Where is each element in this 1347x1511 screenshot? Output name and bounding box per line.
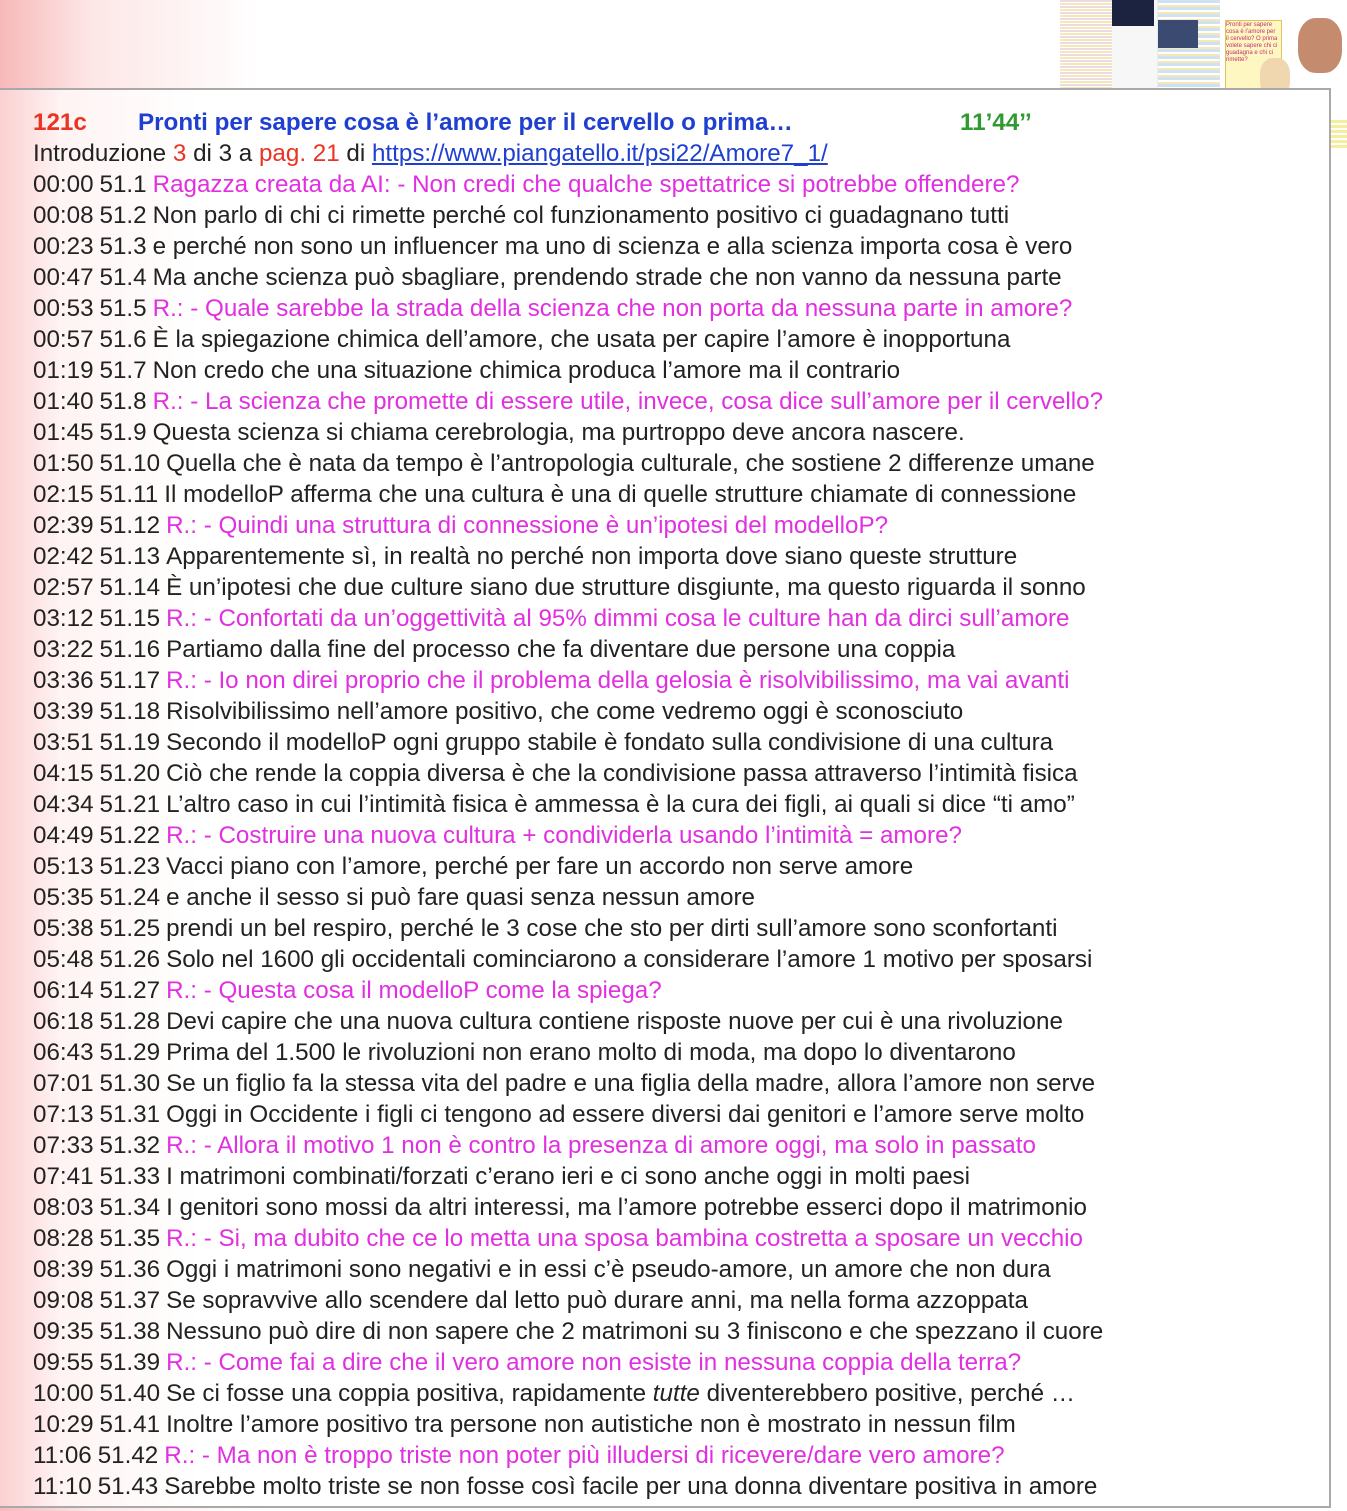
transcript xyxy=(33,107,1333,1502)
transcript-line xyxy=(33,1223,1333,1254)
transcript-line xyxy=(33,758,1333,789)
line-text: prendi un bel respiro, perché le 3 cose che sto per dirti sull’amore sono sconfortanti xyxy=(166,915,1058,942)
timestamp: 06:14 xyxy=(33,977,94,1004)
line-text: R.: - Allora il motivo 1 non è contro la presenza di amore oggi, ma solo in passato xyxy=(166,1132,1036,1159)
timestamp: 05:13 xyxy=(33,853,94,880)
timestamp: 05:38 xyxy=(33,915,94,942)
line-text: R.: - Ma non è troppo triste non poter più illudersi di ricevere/dare vero amore? xyxy=(164,1442,1005,1469)
transcript-line xyxy=(33,355,1333,386)
line-text: R.: - Quale sarebbe la strada della scienza che non porta da nessuna parte in amore? xyxy=(152,295,1073,322)
line-text: R.: - La scienza che promette di essere utile, invece, cosa dice sull’amore per il cervello? xyxy=(152,388,1104,415)
transcript-line xyxy=(33,1471,1333,1502)
transcript-line xyxy=(33,324,1333,355)
line-number: 51.39 xyxy=(99,1349,161,1376)
timestamp: 03:39 xyxy=(33,698,94,725)
thumbnail-face-man xyxy=(1298,18,1342,73)
transcript-line xyxy=(33,200,1333,231)
line-number: 51.36 xyxy=(99,1256,161,1283)
transcript-line xyxy=(33,1161,1333,1192)
line-number: 51.22 xyxy=(99,822,161,849)
line-text: Se sopravvive allo scendere dal letto può durare anni, ma nella forma azzoppata xyxy=(166,1287,1028,1314)
intro-line: Introduzione 3 di 3 a pag. 21 di https://www.piangatello.it/psi22/Amore7_1/ xyxy=(33,140,828,167)
timestamp: 02:39 xyxy=(33,512,94,539)
timestamp: 07:33 xyxy=(33,1132,94,1159)
timestamp: 00:47 xyxy=(33,264,94,291)
timestamp: 05:48 xyxy=(33,946,94,973)
line-text: Solo nel 1600 gli occidentali cominciarono a considerare l’amore 1 motivo per sposarsi xyxy=(166,946,1093,973)
emphasis: tutte xyxy=(652,1380,700,1407)
timestamp: 00:23 xyxy=(33,233,94,260)
timestamp: 10:00 xyxy=(33,1380,94,1407)
header xyxy=(33,107,1333,138)
transcript-line xyxy=(33,851,1333,882)
line-number: 51.26 xyxy=(99,946,161,973)
transcript-line xyxy=(33,789,1333,820)
transcript-line xyxy=(33,417,1333,448)
line-text: Inoltre l’amore positivo tra persone non autistiche non è mostrato in nessun film xyxy=(166,1411,1016,1438)
transcript-line xyxy=(33,1130,1333,1161)
line-text: I genitori sono mossi da altri interessi, ma l’amore potrebbe esserci dopo il matrimonio xyxy=(166,1194,1087,1221)
timestamp: 08:39 xyxy=(33,1256,94,1283)
line-text: Oggi i matrimoni sono negativi e in essi c’è pseudo-amore, un amore che non dura xyxy=(166,1256,1051,1283)
line-number: 51.16 xyxy=(99,636,161,663)
line-text: e anche il sesso si può fare quasi senza nessun amore xyxy=(166,884,755,911)
timestamp: 00:00 xyxy=(33,171,94,198)
timestamp: 11:06 xyxy=(33,1442,92,1469)
line-text: Ciò che rende la coppia diversa è che la condivisione passa attraverso l’intimità fisica xyxy=(166,760,1078,787)
line-number: 51.7 xyxy=(99,357,147,384)
line-text: Non parlo di chi ci rimette perché col funzionamento positivo ci guadagnano tutti xyxy=(152,202,1010,229)
timestamp: 03:36 xyxy=(33,667,94,694)
timestamp: 09:35 xyxy=(33,1318,94,1345)
line-number: 51.14 xyxy=(99,574,161,601)
line-number: 51.15 xyxy=(99,605,161,632)
transcript-line xyxy=(33,572,1333,603)
line-number: 51.28 xyxy=(99,1008,161,1035)
line-text: Nessuno può dire di non sapere che 2 matrimoni su 3 finiscono e che spezzano il cuore xyxy=(166,1318,1104,1345)
transcript-line xyxy=(33,1285,1333,1316)
transcript-line xyxy=(33,1192,1333,1223)
line-number: 51.37 xyxy=(99,1287,161,1314)
transcript-line xyxy=(33,448,1333,479)
line-number: 51.40 xyxy=(99,1380,161,1407)
line-text: Il modelloP afferma che una cultura è una di quelle strutture chiamate di connessione xyxy=(164,481,1077,508)
line-number: 51.34 xyxy=(99,1194,161,1221)
timestamp: 09:55 xyxy=(33,1349,94,1376)
line-text: Non credo che una situazione chimica produca l’amore ma il contrario xyxy=(152,357,901,384)
line-number: 51.30 xyxy=(99,1070,161,1097)
line-text: Quella che è nata da tempo è l’antropologia culturale, che sostiene 2 differenze umane xyxy=(166,450,1095,477)
source-link[interactable]: https://www.piangatello.it/psi22/Amore7_1/ xyxy=(371,140,828,167)
line-text: Prima del 1.500 le rivoluzioni non erano molto di moda, ma dopo lo diventarono xyxy=(166,1039,1016,1066)
line-text: R.: - Si, ma dubito che ce lo metta una sposa bambina costretta a sposare un vecchio xyxy=(166,1225,1083,1252)
transcript-line xyxy=(33,634,1333,665)
intro-page: pag. 21 xyxy=(258,140,340,167)
timestamp: 01:19 xyxy=(33,357,94,384)
timestamp: 09:08 xyxy=(33,1287,94,1314)
line-text: Se un figlio fa la stessa vita del padre e una figlia della madre, allora l’amore non serve xyxy=(166,1070,1096,1097)
transcript-line xyxy=(33,882,1333,913)
timestamp: 01:45 xyxy=(33,419,94,446)
transcript-line xyxy=(33,1347,1333,1378)
transcript-line xyxy=(33,975,1333,1006)
line-number: 51.17 xyxy=(99,667,161,694)
timestamp: 10:29 xyxy=(33,1411,94,1438)
transcript-line xyxy=(33,1254,1333,1285)
line-number: 51.18 xyxy=(99,698,161,725)
timestamp: 07:13 xyxy=(33,1101,94,1128)
transcript-line xyxy=(33,386,1333,417)
line-number: 51.6 xyxy=(99,326,147,353)
transcript-line xyxy=(33,293,1333,324)
timestamp: 03:51 xyxy=(33,729,94,756)
line-text: Devi capire che una nuova cultura contiene risposte nuove per cui è una rivoluzione xyxy=(166,1008,1063,1035)
line-number: 51.5 xyxy=(99,295,147,322)
timestamp: 01:40 xyxy=(33,388,94,415)
transcript-line xyxy=(33,1068,1333,1099)
line-text: Ma anche scienza può sbagliare, prendendo strade che non vanno da nessuna parte xyxy=(152,264,1062,291)
transcript-line xyxy=(33,1099,1333,1130)
episode-title: Pronti per sapere cosa è l’amore per il cervello o prima… xyxy=(138,109,793,136)
transcript-line xyxy=(33,1037,1333,1068)
line-number: 51.13 xyxy=(99,543,161,570)
line-number: 51.2 xyxy=(99,202,147,229)
line-number: 51.8 xyxy=(99,388,147,415)
line-number: 51.3 xyxy=(99,233,147,260)
line-number: 51.9 xyxy=(99,419,147,446)
transcript-line xyxy=(33,665,1333,696)
line-text: Secondo il modelloP ogni gruppo stabile è fondato sulla condivisione di una cultura xyxy=(166,729,1054,756)
line-number: 51.38 xyxy=(99,1318,161,1345)
line-number: 51.33 xyxy=(99,1163,161,1190)
timestamp: 01:50 xyxy=(33,450,94,477)
line-text: I matrimoni combinati/forzati c’erano ieri e ci sono anche oggi in molti paesi xyxy=(166,1163,971,1190)
line-text: Vacci piano con l’amore, perché per fare un accordo non serve amore xyxy=(166,853,914,880)
line-text: Apparentemente sì, in realtà no perché non importa dove siano queste strutture xyxy=(166,543,1018,570)
transcript-line xyxy=(33,1440,1333,1471)
line-text: R.: - Costruire una nuova cultura + condividerla usando l’intimità = amore? xyxy=(166,822,962,849)
line-text: È un’ipotesi che due culture siano due strutture disgiunte, ma questo riguarda il sonno xyxy=(166,574,1086,601)
line-text: L’altro caso in cui l’intimità fisica è ammessa è la cura dei figli, ai quali si dice “ti amo” xyxy=(166,791,1075,818)
transcript-line xyxy=(33,262,1333,293)
line-text: R.: - Io non direi proprio che il problema della gelosia è risolvibilissimo, ma vai avanti xyxy=(166,667,1070,694)
line-number: 51.43 xyxy=(97,1473,159,1500)
line-text: Questa scienza si chiama cerebrologia, ma purtroppo deve ancora nascere. xyxy=(152,419,965,446)
timestamp: 03:22 xyxy=(33,636,94,663)
line-number: 51.24 xyxy=(99,884,161,911)
transcript-line xyxy=(33,944,1333,975)
transcript-line xyxy=(33,169,1333,200)
line-text: R.: - Come fai a dire che il vero amore non esiste in nessuna coppia della terra? xyxy=(166,1349,1022,1376)
line-text: Oggi in Occidente i figli ci tengono ad essere diversi dai genitori e l’amore serve molto xyxy=(166,1101,1085,1128)
line-number: 51.12 xyxy=(99,512,161,539)
timestamp: 06:43 xyxy=(33,1039,94,1066)
timestamp: 08:03 xyxy=(33,1194,94,1221)
line-text: Risolvibilissimo nell’amore positivo, che come vedremo oggi è sconosciuto xyxy=(166,698,964,725)
line-number: 51.23 xyxy=(99,853,161,880)
line-number: 51.21 xyxy=(99,791,161,818)
intro-part: 3 xyxy=(172,140,187,167)
transcript-lines xyxy=(33,169,1333,1502)
line-number: 51.29 xyxy=(99,1039,161,1066)
timestamp: 00:08 xyxy=(33,202,94,229)
line-text: R.: - Confortati da un’oggettività al 95% dimmi cosa le culture han da dirci sull’amore xyxy=(166,605,1070,632)
thumbnail-text: Pronti per sapere cosa è l’amore per il cervello? O prima volete sapere chi ci guadagna e chi ci rimette? xyxy=(1226,22,1278,63)
timestamp: 07:41 xyxy=(33,1163,94,1190)
timestamp: 11:10 xyxy=(33,1473,92,1500)
transcript-line xyxy=(33,541,1333,572)
line-text: R.: - Questa cosa il modelloP come la spiega? xyxy=(166,977,662,1004)
transcript-line xyxy=(33,603,1333,634)
line-number: 51.25 xyxy=(99,915,161,942)
timestamp: 02:57 xyxy=(33,574,94,601)
transcript-line xyxy=(33,1378,1333,1409)
transcript-line xyxy=(33,696,1333,727)
line-number: 51.27 xyxy=(99,977,161,1004)
transcript-line xyxy=(33,231,1333,262)
timestamp: 04:34 xyxy=(33,791,94,818)
line-text: Partiamo dalla fine del processo che fa diventare due persone una coppia xyxy=(166,636,956,663)
line-text: R.: - Quindi una struttura di connessione è un’ipotesi del modelloP? xyxy=(166,512,889,539)
timestamp: 02:15 xyxy=(33,481,94,508)
transcript-line xyxy=(33,727,1333,758)
line-text: Ragazza creata da AI: - Non credi che qualche spettatrice si potrebbe offendere? xyxy=(152,171,1020,198)
timestamp: 05:35 xyxy=(33,884,94,911)
transcript-line xyxy=(33,1316,1333,1347)
timestamp: 02:42 xyxy=(33,543,94,570)
transcript-line xyxy=(33,820,1333,851)
line-number: 51.35 xyxy=(99,1225,161,1252)
timestamp: 03:12 xyxy=(33,605,94,632)
line-number: 51.41 xyxy=(99,1411,161,1438)
line-text: È la spiegazione chimica dell’amore, che usata per capire l’amore è inopportuna xyxy=(152,326,1011,353)
timestamp: 08:28 xyxy=(33,1225,94,1252)
line-text: e perché non sono un influencer ma uno di scienza e alla scienza importa cosa è vero xyxy=(152,233,1073,260)
episode-code: 121c xyxy=(33,109,87,136)
transcript-line xyxy=(33,510,1333,541)
timestamp: 00:57 xyxy=(33,326,94,353)
line-number: 51.20 xyxy=(99,760,161,787)
transcript-line xyxy=(33,1006,1333,1037)
timestamp: 04:15 xyxy=(33,760,94,787)
line-number: 51.1 xyxy=(99,171,147,198)
transcript-line xyxy=(33,479,1333,510)
episode-duration: 11’44’’ xyxy=(960,109,1032,136)
line-number: 51.42 xyxy=(97,1442,159,1469)
line-number: 51.31 xyxy=(99,1101,161,1128)
line-number: 51.19 xyxy=(99,729,161,756)
transcript-line xyxy=(33,1409,1333,1440)
line-number: 51.32 xyxy=(99,1132,161,1159)
timestamp: 07:01 xyxy=(33,1070,94,1097)
timestamp: 04:49 xyxy=(33,822,94,849)
line-text: Sarebbe molto triste se non fosse così facile per una donna diventare positiva in amore xyxy=(164,1473,1098,1500)
transcript-line xyxy=(33,913,1333,944)
timestamp: 00:53 xyxy=(33,295,94,322)
timestamp: 06:18 xyxy=(33,1008,94,1035)
line-number: 51.11 xyxy=(99,481,159,508)
line-number: 51.10 xyxy=(99,450,161,477)
line-text: Se ci fosse una coppia positiva, rapidamente tutte diventerebbero positive, perché … xyxy=(166,1380,1075,1407)
line-number: 51.4 xyxy=(99,264,147,291)
